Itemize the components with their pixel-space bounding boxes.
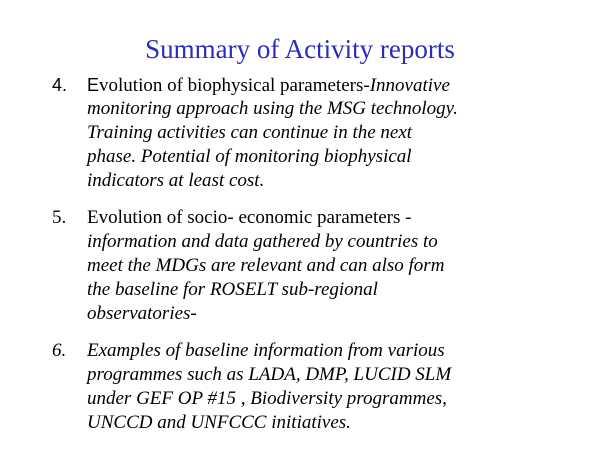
item-line: under GEF OP #15 , Biodiversity programmes, [87,388,447,409]
item-line: UNCCD and UNFCCC initiatives. [87,412,351,433]
item-line-italic: Innovative [369,75,450,96]
item-line: meet the MDGs are relevant and can also form [87,255,445,276]
item-text [87,206,572,326]
item-lead-letter: E [87,75,100,95]
item-line: Examples of baseline information from various [87,340,445,361]
item-line: information and data gathered by countries to [87,231,438,252]
item-line: monitoring approach using the MSG technology. [87,98,458,119]
item-line: indicators at least cost. [87,170,265,191]
item-number: 4. [52,75,68,95]
item-line: observatories- [87,303,197,324]
item-line: programmes such as LADA, DMP, LUCID SLM [87,364,452,385]
item-line: Evolution of socio- economic parameters - [87,207,412,228]
item-text [87,73,572,193]
item-number: 5. [52,207,67,228]
item-line: the baseline for ROSELT sub-regional [87,279,378,300]
item-line: Training activities can continue in the next [87,122,413,143]
item-line: phase. Potential of monitoring biophysical [87,146,412,167]
list-item-5 [52,206,572,326]
item-line [87,73,572,97]
item-number: 6. [52,340,67,361]
list-item-4 [52,73,572,193]
item-lead-text: volution of biophysical parameters- [99,75,370,96]
list-item-6 [52,339,572,435]
slide-title: Summary of Activity reports [145,34,455,64]
item-text [87,339,572,435]
